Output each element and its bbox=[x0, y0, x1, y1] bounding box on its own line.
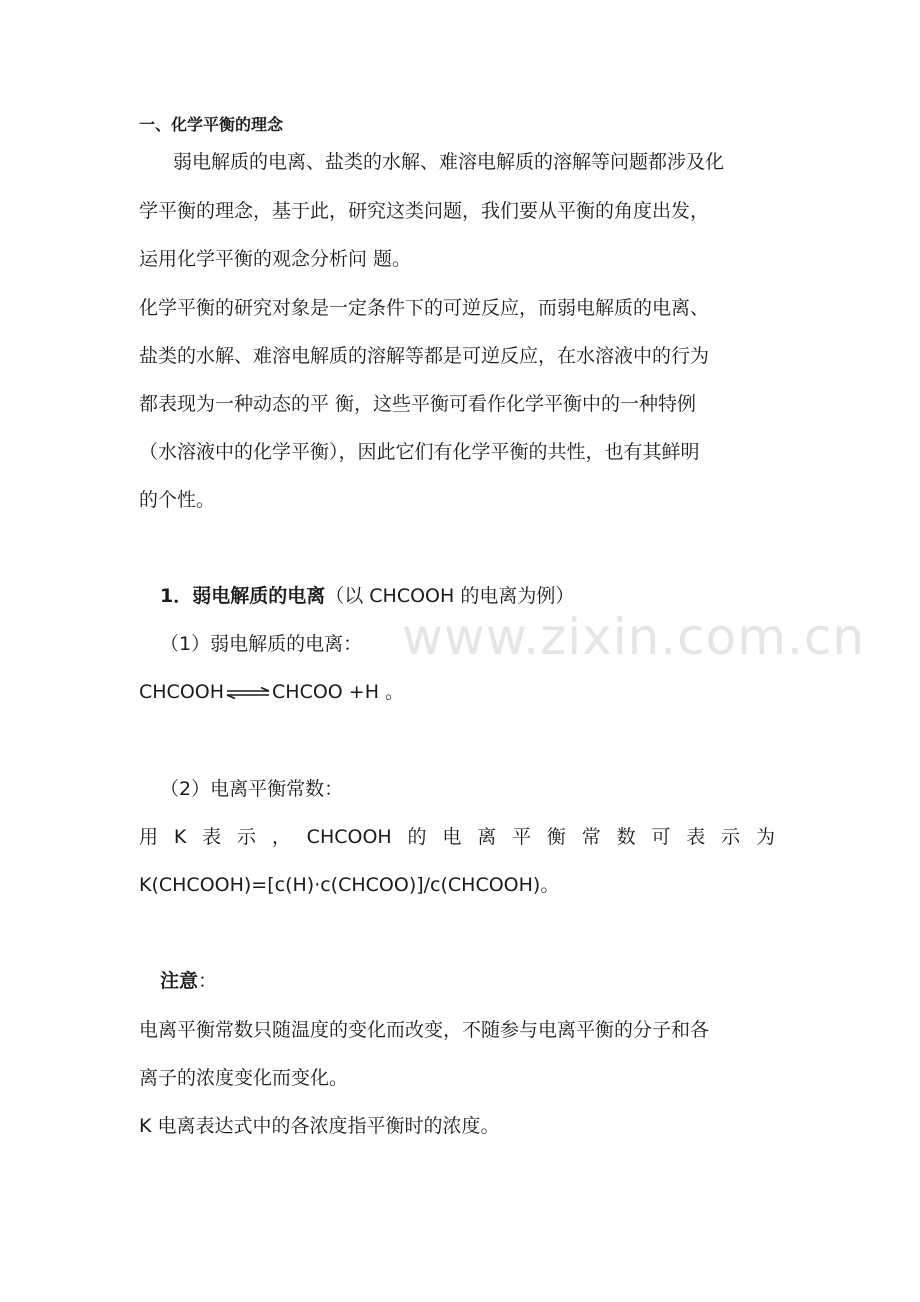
section1-title-rest: （以 CHCOOH 的电离为例） bbox=[325, 585, 575, 607]
k-word: 电 bbox=[442, 826, 462, 848]
note-line2: 离子的浓度变化而变化。 bbox=[139, 1067, 349, 1089]
para2-line4: （水溶液中的化学平衡），因此它们有化学平衡的共性，也有其鲜明 bbox=[139, 441, 700, 463]
para2-line2: 盐类的水解、难溶电解质的溶解等都是可逆反应，在水溶液中的行为 bbox=[139, 345, 710, 367]
watermark: www.zixin.com.cn bbox=[402, 608, 866, 666]
note-label-bold: 注意 bbox=[160, 970, 199, 992]
para2-line1: 化学平衡的研究对象是一定条件下的可逆反应，而弱电解质的电离、 bbox=[139, 297, 710, 319]
note-line1: 电离平衡常数只随温度的变化而改变，不随参与电离平衡的分子和各 bbox=[139, 1019, 710, 1041]
para1-line3: 运用化学平衡的观念分析问 题。 bbox=[139, 248, 412, 270]
k-word: 平 bbox=[512, 826, 532, 848]
equilibrium-arrow-icon bbox=[225, 687, 271, 699]
k-word: 常 bbox=[581, 826, 601, 848]
k-word: 离 bbox=[477, 826, 497, 848]
note-label bbox=[160, 969, 805, 993]
k-word: 示 bbox=[236, 826, 256, 848]
para2-line3: 都表现为一种动态的平 衡，这些平衡可看作化学平衡中的一种特例 bbox=[139, 393, 697, 415]
k-word: K bbox=[173, 826, 187, 848]
k-word: 为 bbox=[755, 826, 775, 848]
k-word: ， bbox=[271, 826, 291, 848]
constant-line1 bbox=[139, 825, 775, 849]
equation-right: CHCOO +H 。 bbox=[272, 681, 405, 703]
k-word: 数 bbox=[616, 826, 636, 848]
para2-line5: 的个性。 bbox=[139, 489, 216, 511]
note-label-colon: ： bbox=[198, 970, 218, 992]
subheading-ionization: （1）弱电解质的电离： bbox=[160, 633, 363, 655]
ionization-equation bbox=[139, 680, 784, 704]
section-heading: 一、化学平衡的理念 bbox=[139, 115, 284, 134]
k-word: 示 bbox=[721, 826, 741, 848]
note-line3: K 电离表达式中的各浓度指平衡时的浓度。 bbox=[139, 1115, 500, 1137]
k-word: 表 bbox=[202, 826, 222, 848]
k-word: 的 bbox=[407, 826, 427, 848]
section1-title-bold: 1．弱电解质的电离 bbox=[160, 585, 326, 607]
para1-line1: 弱电解质的电离、盐类的水解、难溶电解质的溶解等问题都涉及化 bbox=[173, 151, 725, 173]
k-word: 衡 bbox=[546, 826, 566, 848]
section1-title bbox=[160, 584, 805, 608]
para1-line2: 学平衡的理念，基于此，研究这类问题，我们要从平衡的角度出发， bbox=[139, 200, 710, 222]
k-word: CHCOOH bbox=[306, 826, 392, 848]
constant-formula: K(CHCOOH)=[c(H)·c(CHCOO)]/c(CHCOOH)。 bbox=[139, 874, 560, 896]
k-word: 用 bbox=[139, 826, 159, 848]
equation-left: CHCOOH bbox=[139, 681, 225, 703]
subheading-constant: （2）电离平衡常数： bbox=[160, 778, 344, 800]
k-word: 表 bbox=[686, 826, 706, 848]
k-word: 可 bbox=[651, 826, 671, 848]
